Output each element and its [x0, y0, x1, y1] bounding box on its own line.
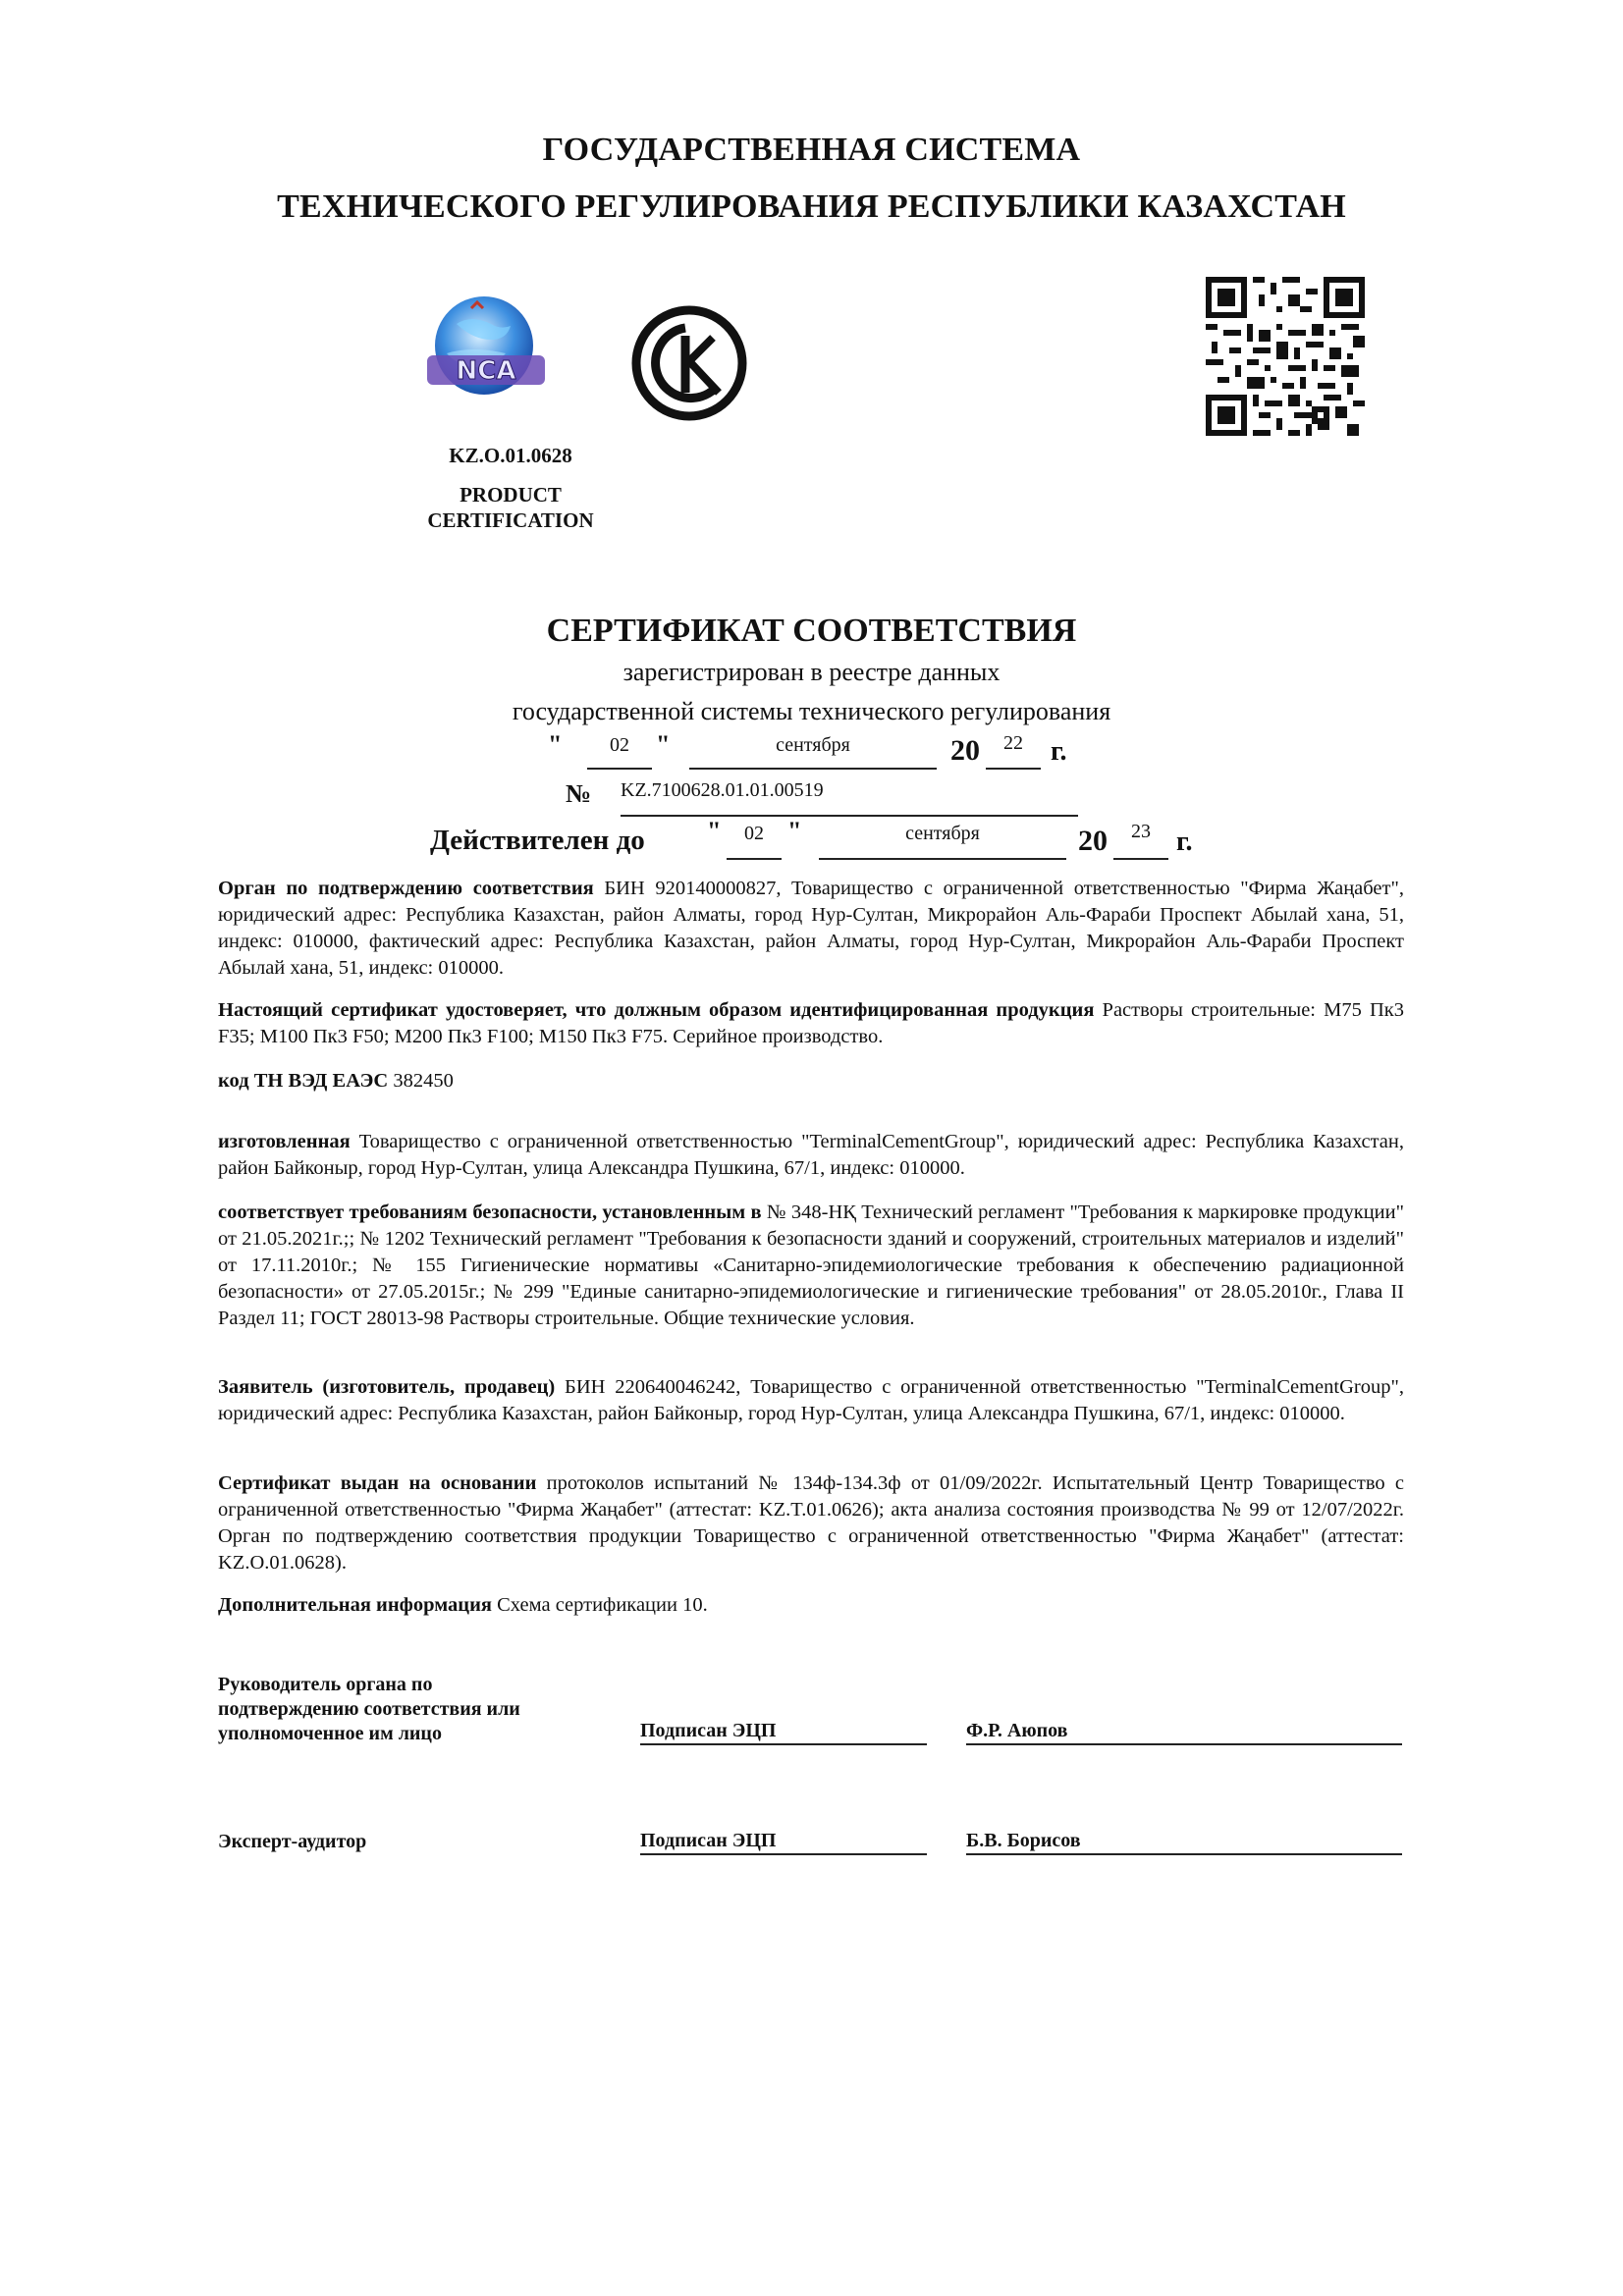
basis-text: протоколов испытаний № 134ф-134.3ф от 01/09/2022г. Испытательный Центр Товарищество с ограниченной ответственностью "Фирма Жаңабет" (аттестат: KZ.T.01.0626); акта анализа состояния производства № 99 от 12/07/2022г. Орган по подтверждению соответствия продукции Товарищество с ограниченной ответственностью "Фирма Жаңабет" (аттестат: KZ.O.01.0628).	[218, 1472, 1404, 1574]
number-sign: №	[566, 779, 592, 808]
code-label: код ТН ВЭД ЕАЭС	[218, 1070, 389, 1092]
basis-label: Сертификат выдан на основании	[218, 1472, 537, 1494]
reg-month: сентября	[689, 734, 937, 770]
org-caption-1: PRODUCT	[460, 483, 562, 507]
organ-text: БИН 920140000827, Товарищество с ограниченной ответственностью "Фирма Жаңабет", юридический адрес: Республика Казахстан, район Алматы, город Нур-Султан, Микрорайон Аль-Фараби Проспект Абылай хана, 51, индекс: 010000, фактический адрес: Республика Казахстан, район Алматы, город Нур-Султан, Микрорайон Аль-Фараби Проспект Абылай хана, 51, индекс: 010000.	[218, 878, 1404, 979]
expert-signed-status: Подписан ЭЦП	[640, 1830, 927, 1855]
expert-name: Б.В. Борисов	[966, 1830, 1402, 1855]
product-text: Растворы строительные: М75 Пк3 F35; М100 Пк3 F50; М200 Пк3 F100; М150 Пк3 F75. Серийное производство.	[218, 999, 1404, 1047]
valid-year-suffix: г.	[1176, 827, 1193, 857]
head-label-line-3: уполномоченное им лицо	[218, 1723, 442, 1744]
head-signatory-name: Ф.Р. Аюпов	[966, 1720, 1402, 1745]
requirements-section	[218, 1200, 1404, 1332]
code-section	[218, 1068, 1404, 1095]
head-label-line-2: подтверждению соответствия или	[218, 1698, 520, 1720]
head-signed-status: Подписан ЭЦП	[640, 1720, 927, 1745]
certificate-subtitle-1: зарегистрирован в реестре данных	[622, 658, 1001, 686]
valid-year: 23	[1113, 821, 1168, 860]
header-line-2: ТЕХНИЧЕСКОГО РЕГУЛИРОВАНИЯ РЕСПУБЛИКИ КАЗАХСТАН	[277, 188, 1346, 225]
valid-until-label: Действителен до	[430, 825, 645, 856]
reg-year-suffix: г.	[1051, 736, 1067, 767]
basis-section	[218, 1470, 1404, 1576]
made-label: изготовленная	[218, 1131, 351, 1152]
applicant-text: БИН 220640046242, Товарищество с ограниченной ответственностью "TerminalCementGroup", юридический адрес: Республика Казахстан, район Байконыр, город Нур-Султан, улица Александра Пушкина, 67/1, индекс: 010000.	[218, 1376, 1404, 1424]
applicant-label: Заявитель (изготовитель, продавец)	[218, 1376, 556, 1398]
org-caption-2: CERTIFICATION	[427, 508, 594, 532]
valid-quote-open: "	[707, 817, 722, 845]
requirements-label: соответствует требованиям безопасности, установленным в	[218, 1201, 762, 1223]
header-line-1: ГОСУДАРСТВЕННАЯ СИСТЕМА	[542, 132, 1081, 168]
organ-section	[218, 876, 1404, 982]
expert-label: Эксперт-аудитор	[218, 1831, 367, 1852]
certificate-title: СЕРТИФИКАТ СООТВЕТСТВИЯ	[546, 613, 1077, 649]
made-section	[218, 1129, 1404, 1182]
qr-code-icon	[1206, 277, 1365, 436]
requirements-text: № 348-НҚ Технический регламент "Требования к маркировке продукции" от 21.05.2021г.;; № 1202 Технический регламент "Требования к безопасности зданий и сооружений, строительных материалов и изделий" от 17.11.2010г.; № 155 Гигиенические нормативы «Санитарно-эпидемиологические требования к обеспечению радиационной безопасности» от 27.05.2015г.; № 299 "Единые санитарно-эпидемиологические и гигиенические требования" от 28.05.2010г., Глава II Раздел 11; ГОСТ 28013-98 Растворы строительные. Общие технические условия.	[218, 1201, 1404, 1329]
organ-label: Орган по подтверждению соответствия	[218, 878, 594, 899]
product-label: Настоящий сертификат удостоверяет, что должным образом идентифицированная продукция	[218, 999, 1095, 1021]
nca-globe-logo-icon	[417, 294, 555, 402]
reg-year-prefix: 20	[950, 734, 980, 767]
extra-info-section	[218, 1592, 1404, 1619]
valid-year-prefix: 20	[1078, 825, 1108, 857]
reg-quote-close: "	[656, 730, 671, 759]
valid-month: сентября	[819, 823, 1066, 860]
reg-quote-open: "	[548, 730, 563, 759]
certificate-subtitle-2: государственной системы технического регулирования	[512, 697, 1111, 725]
reg-year: 22	[986, 732, 1041, 770]
code-text: 382450	[388, 1070, 454, 1092]
applicant-section	[218, 1374, 1404, 1427]
made-text: Товарищество с ограниченной ответственностью "TerminalCementGroup", юридический адрес: Республика Казахстан, район Байконыр, город Нур-Султан, улица Александра Пушкина, 67/1, индекс: 010000.	[218, 1131, 1404, 1179]
head-label-line-1: Руководитель органа по	[218, 1674, 433, 1695]
extra-info-label: Дополнительная информация	[218, 1594, 492, 1616]
valid-quote-close: "	[787, 817, 802, 845]
reg-day: 02	[587, 734, 652, 770]
kz-conformity-mark-icon	[628, 302, 751, 425]
certificate-number: KZ.7100628.01.01.00519	[621, 779, 1078, 817]
extra-info-text: Схема сертификации 10.	[492, 1594, 708, 1616]
product-section	[218, 997, 1404, 1050]
head-signatory-label	[218, 1673, 520, 1746]
org-code: KZ.O.01.0628	[449, 444, 572, 467]
nca-logo-text: NCA	[456, 356, 516, 386]
valid-day: 02	[727, 823, 782, 860]
